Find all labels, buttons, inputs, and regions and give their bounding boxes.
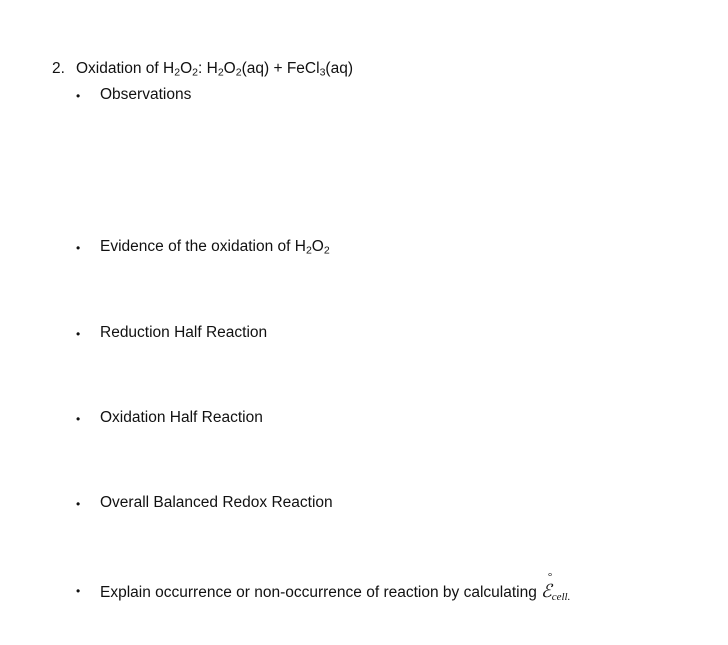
- subscript: 2: [305, 244, 312, 257]
- eq-end: (aq): [325, 60, 353, 77]
- bullet-icon: •: [76, 89, 81, 103]
- subscript: 2: [174, 66, 181, 79]
- list-item-evidence: [100, 238, 330, 256]
- item-o: O: [311, 238, 324, 255]
- item-label: Oxidation Half Reaction: [100, 409, 263, 426]
- subscript: 2: [192, 66, 198, 79]
- symbol-e: ℰ: [540, 581, 552, 601]
- list-item-oxidation: [100, 409, 263, 427]
- bullet-icon: •: [76, 241, 81, 255]
- subscript: 2: [323, 244, 330, 257]
- symbol-cell: cell.: [551, 591, 571, 603]
- title-colon: : H: [198, 60, 218, 77]
- item-label: Observations: [100, 86, 192, 103]
- eq-rest: (aq) + FeCl: [241, 60, 320, 77]
- title-o: O: [180, 60, 193, 77]
- symbol-degree: °: [547, 571, 553, 583]
- subscript: 2: [217, 66, 224, 79]
- item-label: Explain occurrence or non-occurrence of reaction by calculating: [100, 584, 537, 601]
- cell-potential-symbol: [540, 571, 571, 603]
- title-prefix: Oxidation of H: [76, 60, 175, 77]
- list-item-reduction: [100, 324, 267, 342]
- bullet-icon: •: [76, 412, 81, 426]
- bullet-icon: •: [76, 584, 81, 598]
- list-item-observations: [100, 86, 191, 104]
- question-number: 2.: [52, 60, 65, 77]
- question-heading: [52, 60, 353, 78]
- eq-o: O: [223, 60, 236, 77]
- bullet-icon: •: [76, 327, 81, 341]
- item-label: Evidence of the oxidation of H: [100, 238, 306, 255]
- item-label: Reduction Half Reaction: [100, 324, 268, 341]
- subscript: 3: [319, 66, 326, 79]
- list-item-overall: [100, 494, 333, 512]
- item-label: Overall Balanced Redox Reaction: [100, 494, 333, 511]
- subscript: 2: [235, 66, 242, 79]
- list-item-explain: [100, 571, 571, 603]
- bullet-icon: •: [76, 497, 81, 511]
